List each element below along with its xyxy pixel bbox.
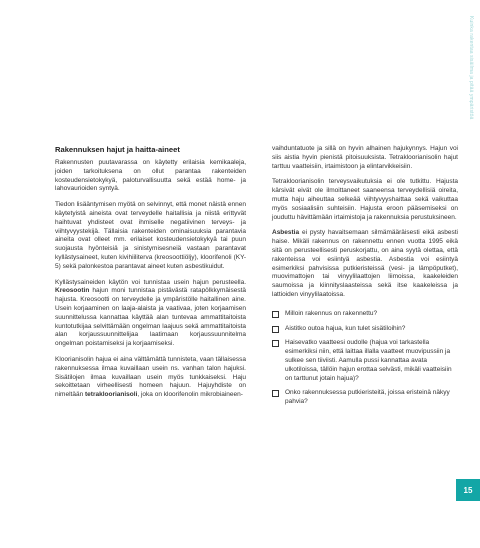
creosote-term: Kreosootin [55, 287, 90, 295]
checkbox-icon [272, 340, 279, 347]
paragraph-asbestos [272, 229, 458, 299]
chloroanisole-rest: , joka on kloorifenolin mikrobiaineen- [137, 391, 243, 399]
asbestos-term: Asbestia [272, 229, 300, 237]
checklist-item [272, 310, 458, 319]
checklist-item [272, 339, 458, 383]
checklist-item-text: Onko rakennuksessa putkieristeitä, joissa eristeinä näkyy pahvia? [285, 389, 450, 406]
content-columns [55, 145, 460, 525]
checklist-item-text: Milloin rakennus on rakennettu? [285, 309, 378, 317]
chloroanisole-intro: Kloorianisolin hajua ei aina välttämättä tunnisteta, vaan tällaisessa rakennuksessa ilmaa kuvaillaan usein ns. vanhan talon hajuksi. Sisätilojen ilmaa kuvaillaan usein myös tunkkaiseksi. Haju sekoittetaan virheellisesti homeen hajuun. Hajuyhdiste on nimeltään [55, 355, 246, 399]
section-title: Rakennuksen hajut ja haitta-aineet [55, 145, 180, 154]
left-column [55, 145, 246, 407]
paragraph-chloroanisole [55, 356, 246, 400]
checklist-item-text: Haisevatko vaatteesi oudolle (hajua voi tarkastella esimerkiksi niin, että laittaa illalla vaatteet muovipussiin ja sulkee sen tiiviisti. Aamulla pussi kannattaa avata ulkotiloissa, tällöin hajun erottaa selvästi, mikäli vaatteisiin on tarttunut jotain hajua)? [285, 339, 452, 382]
asbestos-rest: ei pysty havaitsemaan silmämääräisesti eikä asbesti haise. Mikäli rakennus on rakennettu ennen vuotta 1995 eikä sitä on perusteellisesti peruskorjattu, on aina syytä olettaa, että rakenteissa voi esiintyä asbestia. Asbestia voi esiintyä esimerkiksi pahvisissa putkieristeissä (vesi- ja lämpöputket), muovimattojen tai vinyylilaattojen liimoissa, kaakeleiden saumoissa ja kiinnityslaasteissa sekä itse kaakeleissa ja lattioiden vinyylilaatoissa. [272, 229, 459, 298]
right-column [272, 145, 458, 413]
running-header-tab [456, 0, 480, 160]
paragraph-intro: Rakennusten puutavarassa on käytetty erilaisia kemikaaleja, joiden tarkoituksena on ollut parantaa rakenteiden kosteudensietokykyä, paloturvallisuutta sekä estää home- ja lahovaurioiden syntyä. [55, 159, 246, 193]
creosote-intro: Kyllästysaineiden käytön voi tunnistaa usein hajun perusteella. [55, 278, 246, 286]
creosote-rest: hajun moni tunnistaa pistävästä ratapölkkymäisestä hajusta. Kreosootti on terveydelle ja ympäristölle haitallinen aine. Usein korjaaminen on laaja-alaista ja vaativaa, joten korjaamisen suunnittelussa kannattaa käyttää alan tuntevaa ammattitaitoista kuntotutkijaa selvittämään ongelman laajuus sekä ammattitaitoista alan korjaussuunnittelijaa laatimaan korjaussuunnitelma ongelman poistamiseksi ja korjaamiseksi. [55, 287, 247, 348]
paragraph-odor-threshold: vaihduntatuote ja sillä on hyvin alhainen hajukynnys. Hajun voi siis aistia hyvin pienistä pitoisuuksista. Tetrakloorianisolin hajut tarttuu vaatteisiin, irtaimistoon ja elintarvikkeisiin. [272, 145, 458, 170]
checklist [272, 310, 458, 407]
checklist-item [272, 325, 458, 334]
page-number-tab [456, 479, 480, 501]
running-header: Kuinka rakentaa sisäilma ja pitää ympäristöä [468, 16, 474, 120]
checkbox-icon [272, 311, 279, 318]
checkbox-icon [272, 390, 279, 397]
checklist-item [272, 389, 458, 407]
checkbox-icon [272, 326, 279, 333]
chloroanisole-term: tetrakloorianisoli [85, 391, 138, 399]
paragraph-chemicals: Tiedon lisääntymisen myötä on selvinnyt, että monet näistä ennen käytetyistä aineista ovat terveydelle haitallisia ja niistä erittyvät haihtuvat yhdisteet ovat ihmiselle negatiivinen terveys- ja viihtyvyystekijä. Tällaisia rakenteiden ominaisuuksia parantavia aineita ovat olleet mm. erilaiset kosteudensietokykyä tai puun suojausta hyönteisiä ja sinistymisesneiä vastaan parantavat kyllästysaineet, kuten kivihiiliterva (kreosoottiöljy), kloorifenoli (KY-5) sekä palonkestoa parantavat aineet kuten asbestikuidut. [55, 201, 246, 270]
paragraph-creosote [55, 279, 246, 349]
checklist-item-text: Aistitko outoa hajua, kun tulet sisätiloihin? [285, 324, 406, 332]
page-number: 15 [463, 485, 473, 495]
paragraph-health-effects: Tetrakloorianisolin terveysvaikutuksia ei ole tutkittu. Hajusta kärsivät eivät ole ilmoittaneet saaneensa terveydellisiä oireita, mutta haju aiheuttaa selkeää viihtyvyyshaittaa sekä vaikuttaa myös sosiaalisiin suhteisiin. Hajusta eroon pääsemiseksi on jouduttu hävittämään irtaimistoja ja rakennuksia perustuksineen. [272, 178, 458, 221]
